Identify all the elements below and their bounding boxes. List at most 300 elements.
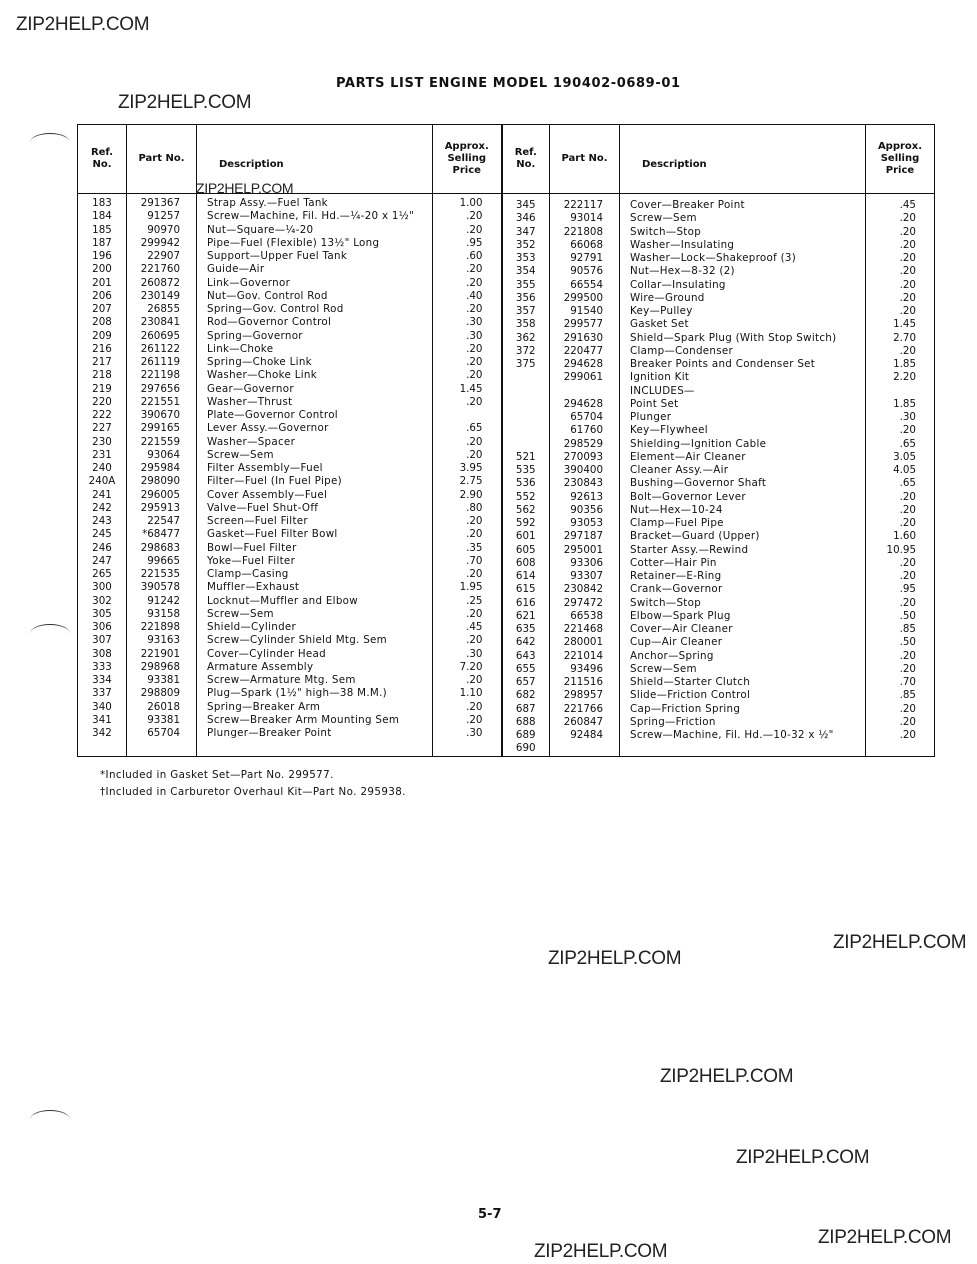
right-description-cell: Retainer—E-Ring [630,570,722,582]
binder-hole-mark [30,133,70,152]
left-price-cell: .30 [466,329,483,342]
left-price-cell: .20 [466,356,483,368]
right-price-cell: .50 [899,609,916,622]
right-ref-cell [503,424,550,437]
right-part-cell: 90356 [570,503,603,516]
right-part-cell: 297187 [563,530,603,543]
left-description-cell: Armature Assembly [207,660,314,673]
right-ref-cell [503,371,550,384]
watermark: ZIP2HELP.COM [118,92,252,113]
right-price-cell: .20 [899,212,916,225]
right-price-cell: .85 [899,623,916,635]
footnotes [100,767,406,801]
right-description-cell: INCLUDES— [630,384,695,397]
right-part-cell: 66554 [570,278,603,291]
watermark: ZIP2HELP.COM [736,1147,870,1168]
right-ref-cell [503,411,550,424]
left-part-cell: 93381 [147,713,180,726]
left-part-cell: 65704 [147,727,180,739]
left-description-cell: Plug—Spark (1½" high—38 M.M.) [207,687,387,700]
left-price-cell: .20 [466,342,483,355]
right-price-cell: .65 [899,437,916,450]
right-description-cell: Ignition Kit [630,371,690,384]
right-ref-cell: 592 [515,517,536,529]
right-ref-cell: 354 [515,265,536,278]
right-part-cell: 298957 [563,689,603,702]
right-ref-cell [503,398,550,411]
left-part-cell: 90970 [147,223,180,236]
col-header-price: Approx. Selling Price [433,125,502,194]
left-ref-cell: 184 [92,210,112,223]
left-description-cell: Screw—Sem [207,607,274,620]
left-price-column [433,194,501,740]
right-price-cell: .85 [899,689,916,702]
left-ref-cell: 216 [92,342,112,355]
left-price-cell: .20 [466,263,483,276]
right-description-cell: Breaker Points and Condenser Set [630,358,816,370]
left-part-cell: 390578 [140,581,180,594]
left-description-cell: Filter Assembly—Fuel [207,462,323,474]
page-number: 5-7 [478,1207,502,1222]
left-ref-cell: 334 [92,674,112,686]
right-part-cell: 270093 [563,450,603,463]
binder-hole-mark [30,624,70,643]
right-price-cell: .20 [899,490,916,503]
right-ref-column [503,194,550,756]
left-part-cell: 22907 [147,250,180,262]
right-part-cell: 91540 [570,305,603,317]
right-price-cell: .20 [899,344,916,357]
left-part-column [127,194,196,740]
left-ref-cell: 227 [92,422,112,435]
left-ref-cell: 209 [92,329,112,342]
right-ref-cell: 345 [515,199,536,211]
right-price-cell: .20 [899,596,916,609]
left-description-cell: Gear—Governor [207,382,294,395]
left-description-cell: Spring—Choke Link [207,356,312,368]
right-description-cell: Crank—Governor [630,583,723,596]
right-part-cell: 298529 [563,437,603,450]
left-part-cell: 230149 [140,289,180,302]
right-ref-cell [503,385,550,398]
left-description-cell: Washer—Choke Link [207,369,317,382]
right-price-cell: .20 [899,702,916,715]
col-header-price: Approx. Selling Price [866,125,935,194]
left-ref-column [78,194,126,740]
left-price-cell: .20 [466,634,483,647]
right-description-cell: Screw—Sem [630,212,697,225]
right-part-cell: 294628 [563,397,603,410]
col-header-description: Description [620,125,866,194]
right-description-cell: Switch—Stop [630,225,702,238]
left-ref-cell: 183 [92,197,112,209]
left-price-cell: 1.45 [459,382,483,395]
left-part-cell: 295913 [140,501,180,514]
left-description-cell: Washer—Thrust [207,395,293,408]
left-ref-cell: 240A [88,475,116,488]
right-price-cell: .20 [899,517,916,529]
left-ref-cell: 333 [92,660,112,673]
left-part-cell: 261122 [140,342,180,355]
right-price-cell: 1.45 [893,318,916,331]
left-part-cell: 99665 [147,554,180,567]
right-part-cell: 297472 [563,596,603,609]
left-part-cell: 91257 [147,210,180,223]
left-price-cell: .40 [466,289,483,302]
left-ref-cell: 242 [92,501,112,514]
right-price-cell: .30 [899,411,916,423]
right-price-cell: 2.20 [893,371,916,384]
left-part-cell: 221559 [140,435,180,448]
left-price-cell: 3.95 [459,462,483,474]
left-ref-cell: 206 [92,289,112,302]
right-ref-cell: 621 [515,609,536,622]
right-description-cell: Shielding—Ignition Cable [630,437,767,450]
right-description-cell: Gasket Set [630,318,689,331]
right-ref-cell: 536 [515,477,536,490]
right-description-cell: Point Set [630,397,679,410]
right-part-cell: 221468 [563,623,603,635]
left-price-cell: .95 [466,236,483,249]
left-part-cell: 221898 [140,621,180,633]
right-price-cell: .20 [899,291,916,304]
right-ref-cell: 562 [515,503,536,516]
right-part-cell: 221766 [563,702,603,715]
left-ref-cell: 341 [92,713,112,726]
left-ref-cell: 185 [92,223,112,236]
right-ref-cell: 601 [515,530,536,543]
left-price-cell: .30 [466,647,483,660]
right-description-cell: Shield—Spark Plug (With Stop Switch) [630,331,837,344]
left-description-cell: Gasket—Fuel Filter Bowl [207,528,338,541]
left-part-cell: 93158 [147,607,180,620]
right-ref-cell: 608 [515,556,536,569]
left-price-cell: .20 [466,700,483,713]
footnote-carburetor-kit: †Included in Carburetor Overhaul Kit—Part No. 295938. [100,786,406,798]
left-price-cell: .20 [466,713,483,726]
left-part-cell: 230841 [140,316,180,329]
right-ref-cell: 357 [515,305,536,317]
header-row [78,125,935,194]
right-description-cell: Cover—Air Cleaner [630,623,733,635]
right-part-cell: 93053 [570,517,603,529]
right-part-cell: 92613 [570,490,603,503]
left-ref-cell: 307 [92,634,112,647]
right-description-cell: Collar—Insulating [630,278,726,291]
right-description-cell: Cleaner Assy.—Air [630,464,729,476]
right-ref-cell: 372 [515,344,536,357]
right-ref-cell: 615 [515,583,536,596]
right-description-cell: Elbow—Spark Plug [630,609,731,622]
right-price-cell: .20 [899,729,916,741]
left-description-cell: Rod—Governor Control [207,316,332,329]
right-price-cell: 1.60 [893,530,916,543]
right-description-cell: Slide—Friction Control [630,689,751,702]
left-price-cell: 7.20 [459,660,483,673]
col-header-description: Description [197,125,433,194]
left-ref-cell: 196 [92,250,112,262]
right-ref-cell: 355 [515,278,536,291]
right-description-cell: Bolt—Governor Lever [630,490,746,503]
left-part-cell: 299165 [140,422,180,435]
left-price-cell: .20 [466,528,483,541]
right-part-cell [550,385,619,398]
left-ref-cell: 241 [92,488,112,501]
right-ref-cell: 687 [515,702,536,715]
right-description-cell: Washer—Insulating [630,238,735,251]
parts-body [78,194,935,757]
right-ref-cell: 346 [515,212,536,225]
col-header-ref: Ref. No. [502,125,550,194]
right-part-cell: 221808 [563,225,603,238]
right-description-cell: Nut—Hex—8-32 (2) [630,265,735,278]
left-part-cell: 297656 [140,382,180,395]
left-description-cell: Link—Governor [207,276,291,289]
left-price-cell: 2.75 [459,475,483,488]
left-price-cell: .20 [466,435,483,448]
right-ref-cell: 616 [515,596,536,609]
left-price-cell: 2.90 [459,488,483,501]
left-ref-cell: 247 [92,554,112,567]
left-description-cell: Pipe—Fuel (Flexible) 13½" Long [207,236,380,249]
right-ref-cell: 655 [515,662,536,675]
right-ref-cell: 362 [515,331,536,344]
right-price-cell: 1.85 [893,358,916,370]
right-ref-cell: 643 [515,649,536,662]
right-part-cell: 299500 [563,291,603,304]
right-price-cell: .65 [899,477,916,490]
right-price-cell: .20 [899,649,916,662]
right-part-cell: 93496 [570,662,603,675]
col-header-part: Part No. [127,125,197,194]
right-price-cell: .70 [899,676,916,688]
right-part-cell: 92791 [570,252,603,264]
left-part-cell: 22547 [147,515,180,527]
right-ref-cell: 347 [515,225,536,238]
left-price-cell: .20 [466,448,483,461]
left-description-cell: Support—Upper Fuel Tank [207,250,348,262]
left-ref-cell: 231 [92,448,112,461]
right-part-cell: 295001 [563,543,603,556]
right-description-cell: Wire—Ground [630,291,705,304]
right-ref-cell: 356 [515,291,536,304]
right-part-cell: 93307 [570,570,603,582]
right-ref-cell: 690 [515,742,536,755]
left-price-cell: .20 [466,515,483,527]
right-ref-cell: 688 [515,715,536,728]
right-ref-cell: 535 [515,464,536,476]
right-price-cell: .20 [899,278,916,291]
right-part-cell: 90576 [570,265,603,278]
right-description-cell: Clamp—Fuel Pipe [630,517,724,529]
left-price-cell: .70 [466,554,483,567]
left-description-cell: Screw—Breaker Arm Mounting Sem [207,713,400,726]
right-part-cell: 220477 [563,344,603,357]
left-description-cell: Lever Assy.—Governor [207,422,329,435]
left-part-cell: 93381 [147,674,180,686]
left-description-cell: Screw—Armature Mtg. Sem [207,674,356,686]
right-description-cell: Washer—Lock—Shakeproof (3) [630,252,797,264]
right-part-cell: 66538 [570,609,603,622]
left-price-cell: .60 [466,250,483,262]
right-description-cell: Screw—Machine, Fil. Hd.—10-32 x ½" [630,729,834,741]
page-title: PARTS LIST ENGINE MODEL 190402-0689-01 [336,76,681,91]
right-ref-cell: 682 [515,689,536,702]
right-part-cell: 93306 [570,556,603,569]
right-part-cell: 230843 [563,477,603,490]
left-description-cell: Valve—Fuel Shut-Off [207,501,319,514]
right-part-cell: 299061 [563,371,603,384]
left-part-cell: *68477 [142,528,180,541]
right-description-cell: Cover—Breaker Point [630,199,745,211]
right-part-cell: 66068 [570,238,603,251]
left-price-cell: .30 [466,727,483,739]
right-price-cell [866,385,934,398]
right-part-cell: 230842 [563,583,603,596]
left-part-cell: 93064 [147,448,180,461]
right-price-cell: 2.70 [893,331,916,344]
left-part-cell: 91242 [147,594,180,607]
left-ref-cell: 306 [92,621,112,633]
watermark: ZIP2HELP.COM [833,932,967,953]
right-part-cell: 92484 [570,729,603,741]
left-price-cell: .20 [466,210,483,223]
left-ref-cell: 201 [92,276,112,289]
right-ref-cell: 657 [515,676,536,688]
left-ref-cell: 340 [92,700,112,713]
left-description-cell: Muffler—Exhaust [207,581,300,594]
right-price-cell: .20 [899,424,916,437]
watermark: ZIP2HELP.COM [548,948,682,969]
left-ref-cell: 342 [92,727,112,739]
right-description-cell: Clamp—Condenser [630,344,734,357]
left-ref-cell: 219 [92,382,112,395]
parts-table [77,124,935,757]
left-ref-cell: 302 [92,594,112,607]
left-description-cell: Clamp—Casing [207,568,289,580]
right-price-cell: .20 [899,265,916,278]
left-description-cell: Bowl—Fuel Filter [207,541,297,554]
right-ref-cell [503,438,550,451]
left-ref-cell: 337 [92,687,112,700]
right-description-cell: Bracket—Guard (Upper) [630,530,760,543]
right-price-cell: .95 [899,583,916,596]
left-ref-cell: 187 [92,236,112,249]
right-part-cell: 222117 [563,199,603,211]
left-price-cell: .20 [466,395,483,408]
watermark: ZIP2HELP.COM [818,1227,952,1248]
left-price-cell: .20 [466,607,483,620]
right-ref-cell: 353 [515,252,536,264]
left-description-cell: Washer—Spacer [207,435,296,448]
left-description-cell: Link—Choke [207,342,274,355]
left-description-cell: Filter—Fuel (In Fuel Pipe) [207,475,342,488]
left-price-cell: .20 [466,674,483,686]
right-price-cell: .45 [899,199,916,211]
right-description-cell: Nut—Hex—10-24 [630,503,723,516]
right-part-cell: 294628 [563,358,603,370]
left-price-cell: .20 [466,303,483,315]
left-part-cell: 299942 [140,236,180,249]
left-ref-cell: 200 [92,263,112,276]
left-price-cell: .20 [466,223,483,236]
left-description-cell: Shield—Cylinder [207,621,297,633]
left-part-cell: 221551 [140,395,180,408]
left-description-cell: Nut—Square—¼-20 [207,223,314,236]
watermark: ZIP2HELP.COM [534,1241,668,1262]
right-description-column [620,194,865,742]
right-description-cell: Element—Air Cleaner [630,450,746,463]
right-price-cell: 4.05 [893,464,916,476]
right-description-cell: Screw—Sem [630,662,697,675]
right-ref-cell: 358 [515,318,536,331]
left-part-cell: 291367 [140,197,180,209]
left-part-cell: 221198 [140,369,180,382]
right-description-cell: Key—Flywheel [630,424,708,437]
left-description-cell: Screw—Cylinder Shield Mtg. Sem [207,634,387,647]
right-part-cell: 299577 [563,318,603,331]
left-part-cell: 26855 [147,303,180,315]
right-ref-cell: 605 [515,543,536,556]
left-price-cell: .20 [466,276,483,289]
right-price-cell: .20 [899,305,916,317]
right-price-column [866,194,934,742]
right-description-cell: Cup—Air Cleaner [630,636,723,649]
right-description-cell: Key—Pulley [630,305,693,317]
right-description-cell: Bushing—Governor Shaft [630,477,767,490]
right-description-cell: Spring—Friction [630,715,716,728]
right-ref-cell: 352 [515,238,536,251]
left-ref-cell: 265 [92,568,112,580]
right-part-cell: 221014 [563,649,603,662]
right-ref-cell: 521 [515,450,536,463]
left-part-cell: 221760 [140,263,180,276]
right-ref-cell: 689 [515,729,536,741]
left-price-cell: .80 [466,501,483,514]
left-ref-cell: 300 [92,581,112,594]
left-price-cell: 1.95 [459,581,483,594]
left-ref-cell: 245 [92,528,112,541]
left-description-cell: Screen—Fuel Filter [207,515,308,527]
left-part-cell: 390670 [140,409,180,421]
left-ref-cell: 218 [92,369,112,382]
left-description-cell: Screw—Machine, Fil. Hd.—¼-20 x 1½" [207,210,415,223]
left-description-cell: Plate—Governor Control [207,409,338,421]
right-price-cell: .20 [899,503,916,516]
left-price-cell: .20 [466,369,483,382]
right-part-cell: 260847 [563,715,603,728]
right-description-cell: Switch—Stop [630,596,702,609]
left-description-cell: Spring—Gov. Control Rod [207,303,344,315]
left-description-column [197,194,432,740]
right-price-cell: 10.95 [886,543,916,556]
watermark: ZIP2HELP.COM [196,180,294,196]
right-price-cell: .20 [899,225,916,238]
left-description-cell: Guide—Air [207,263,265,276]
left-price-cell [433,409,501,422]
right-price-cell: .20 [899,252,916,264]
left-ref-cell: 217 [92,356,112,368]
left-part-cell: 261119 [140,356,180,368]
left-price-cell: .65 [466,422,483,435]
left-price-cell: .20 [466,568,483,580]
right-part-cell: 93014 [570,212,603,225]
left-description-cell: Cover Assembly—Fuel [207,488,328,501]
left-ref-cell: 220 [92,395,112,408]
left-ref-cell: 308 [92,647,112,660]
left-part-cell: 296005 [140,488,180,501]
left-description-cell: Spring—Governor [207,329,303,342]
